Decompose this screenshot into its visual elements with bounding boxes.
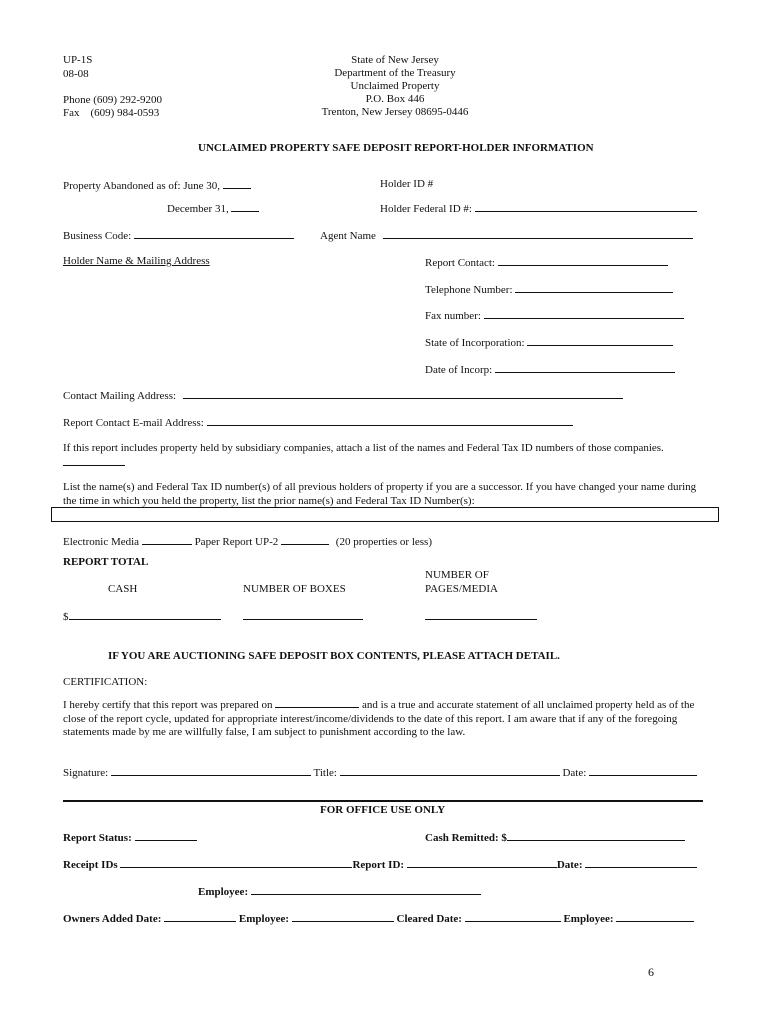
holder-federal-id-row <box>380 201 697 216</box>
office-date-label: Date: <box>556 859 583 871</box>
receipt-ids-row <box>63 857 697 872</box>
pages-row <box>425 609 537 624</box>
cash-label: CASH <box>108 583 138 595</box>
cash-remitted-row <box>425 830 685 845</box>
report-status-field[interactable] <box>135 830 197 841</box>
successor-input-box[interactable] <box>51 507 719 522</box>
employee-row <box>198 884 481 899</box>
cleared-employee-field[interactable] <box>616 911 694 922</box>
media-note: (20 properties or less) <box>335 536 433 548</box>
title-label: Title: <box>313 767 337 779</box>
paper-report-field[interactable] <box>281 534 329 545</box>
address-line-2: Department of the Treasury <box>334 67 456 79</box>
address-line-5: Trenton, New Jersey 08695-0446 <box>321 106 469 118</box>
address-line-3: Unclaimed Property <box>350 80 440 92</box>
media-row <box>63 534 432 549</box>
form-date: 08-08 <box>63 68 89 80</box>
contact-email-field[interactable] <box>207 415 573 426</box>
report-status-label: Report Status: <box>63 832 132 844</box>
receipt-ids-label: Receipt IDs <box>63 859 118 871</box>
state-incorp-label: State of Incorporation: <box>425 337 525 349</box>
certification-paragraph <box>63 697 713 740</box>
form-id: UP-1S <box>63 54 93 66</box>
phone-text: Phone (609) 292-9200 <box>63 94 162 106</box>
boxes-label: NUMBER OF BOXES <box>243 583 346 595</box>
boxes-field[interactable] <box>243 609 363 620</box>
signature-row <box>63 765 697 780</box>
cash-remitted-label: Cash Remitted: $ <box>425 832 507 844</box>
address-line-4: P.O. Box 446 <box>365 93 425 105</box>
certification-heading: CERTIFICATION: <box>63 676 148 688</box>
agent-name-row <box>320 228 693 243</box>
agent-name-field[interactable] <box>383 228 693 239</box>
contact-email-row <box>63 415 573 430</box>
paper-report-label: Paper Report UP-2 <box>194 536 279 548</box>
state-incorp-field[interactable] <box>527 335 673 346</box>
business-code-row <box>63 228 294 243</box>
december-31-year-field[interactable] <box>231 201 259 212</box>
certification-text-2: and is a true and accurate statement of all unclaimed property held as of the close of the report cycle, updated for appropriate interest/income/dividends to the date of this report. I am aware that if any of the foregoing statements made by me are willfully false, I am subject to punishment according to the law. <box>63 699 695 738</box>
state-incorp-row <box>425 335 673 350</box>
date-incorp-label: Date of Incorp: <box>425 364 493 376</box>
cash-remitted-field[interactable] <box>507 830 685 841</box>
fax-number-row <box>425 308 684 323</box>
cert-date-label: Date: <box>562 767 587 779</box>
page-title: UNCLAIMED PROPERTY SAFE DEPOSIT REPORT-HOLDER INFORMATION <box>198 142 594 154</box>
telephone-row <box>425 282 673 297</box>
page-number: 6 <box>648 965 654 979</box>
report-total-heading: REPORT TOTAL <box>63 556 149 568</box>
owners-employee-field[interactable] <box>292 911 394 922</box>
contact-mailing-label: Contact Mailing Address: <box>63 390 177 402</box>
holder-id-label: Holder ID # <box>380 178 434 190</box>
fax-number-label: Fax number: <box>425 310 481 322</box>
certification-text-1: I hereby certify that this report was prepared on <box>63 699 273 711</box>
report-contact-row <box>425 255 668 270</box>
pages-field[interactable] <box>425 609 537 620</box>
december-31-label: December 31, <box>167 203 229 215</box>
owners-added-label: Owners Added Date: <box>63 913 162 925</box>
cash-field[interactable] <box>69 609 221 620</box>
owners-added-date-field[interactable] <box>164 911 236 922</box>
owners-added-row <box>63 911 694 926</box>
abandoned-as-of-label: Property Abandoned as of: June 30, <box>63 180 221 192</box>
receipt-ids-field[interactable] <box>120 857 352 868</box>
june-30-year-field[interactable] <box>223 178 251 189</box>
agent-name-label: Agent Name <box>320 230 376 242</box>
prepared-on-date-field[interactable] <box>275 697 359 708</box>
cert-date-field[interactable] <box>589 765 697 776</box>
office-divider <box>63 800 703 802</box>
business-code-field[interactable] <box>134 228 294 239</box>
cleared-date-label: Cleared Date: <box>396 913 462 925</box>
cleared-date-field[interactable] <box>465 911 561 922</box>
report-contact-label: Report Contact: <box>425 257 495 269</box>
subsidiary-field[interactable] <box>63 455 125 466</box>
telephone-label: Telephone Number: <box>425 284 513 296</box>
subsidiary-text: If this report includes property held by subsidiary companies, attach a list of the names and Federal Tax ID numbers of those companies. <box>63 442 664 454</box>
date-incorp-row <box>425 362 675 377</box>
fax-number-field[interactable] <box>484 308 684 319</box>
report-id-label: Report ID: <box>352 859 405 871</box>
pages-label-1: NUMBER OF <box>425 569 489 581</box>
successor-text: List the name(s) and Federal Tax ID number(s) of all previous holders of property if you are a successor. If you have changed your name during the time in which you held the property, list the prior name(s) and Federal Tax ID Number(s): <box>63 481 697 507</box>
telephone-field[interactable] <box>515 282 673 293</box>
signature-field[interactable] <box>111 765 311 776</box>
abandoned-label <box>63 178 251 193</box>
owners-employee-label: Employee: <box>238 913 289 925</box>
date-incorp-field[interactable] <box>495 362 675 373</box>
holder-federal-id-label: Holder Federal ID #: <box>380 203 472 215</box>
subsidiary-row <box>63 455 125 470</box>
cash-row <box>63 609 221 624</box>
electronic-media-field[interactable] <box>142 534 192 545</box>
employee-label: Employee: <box>198 886 249 898</box>
pages-label-2: PAGES/MEDIA <box>425 583 498 595</box>
auction-notice: IF YOU ARE AUCTIONING SAFE DEPOSIT BOX CONTENTS, PLEASE ATTACH DETAIL. <box>108 650 560 662</box>
employee-field[interactable] <box>251 884 481 895</box>
electronic-media-label: Electronic Media <box>63 536 140 548</box>
address-line-1: State of New Jersey <box>351 54 439 66</box>
signature-label: Signature: <box>63 767 109 779</box>
dollar-sign: $ <box>63 611 69 623</box>
contact-mailing-row <box>63 388 623 403</box>
contact-mailing-field[interactable] <box>183 388 623 399</box>
business-code-label: Business Code: <box>63 230 132 242</box>
december-row <box>167 201 259 216</box>
holder-name-mailing-label: Holder Name & Mailing Address <box>63 255 210 267</box>
report-status-row <box>63 830 197 845</box>
boxes-row <box>243 609 363 624</box>
report-contact-field[interactable] <box>498 255 668 266</box>
cleared-employee-label: Employee: <box>563 913 614 925</box>
office-use-heading: FOR OFFICE USE ONLY <box>320 804 446 816</box>
fax-text: Fax (609) 984-0593 <box>63 107 160 119</box>
office-date-field[interactable] <box>585 857 697 868</box>
title-field[interactable] <box>340 765 560 776</box>
report-id-field[interactable] <box>407 857 557 868</box>
holder-federal-id-field[interactable] <box>475 201 697 212</box>
contact-email-label: Report Contact E-mail Address: <box>63 417 204 429</box>
